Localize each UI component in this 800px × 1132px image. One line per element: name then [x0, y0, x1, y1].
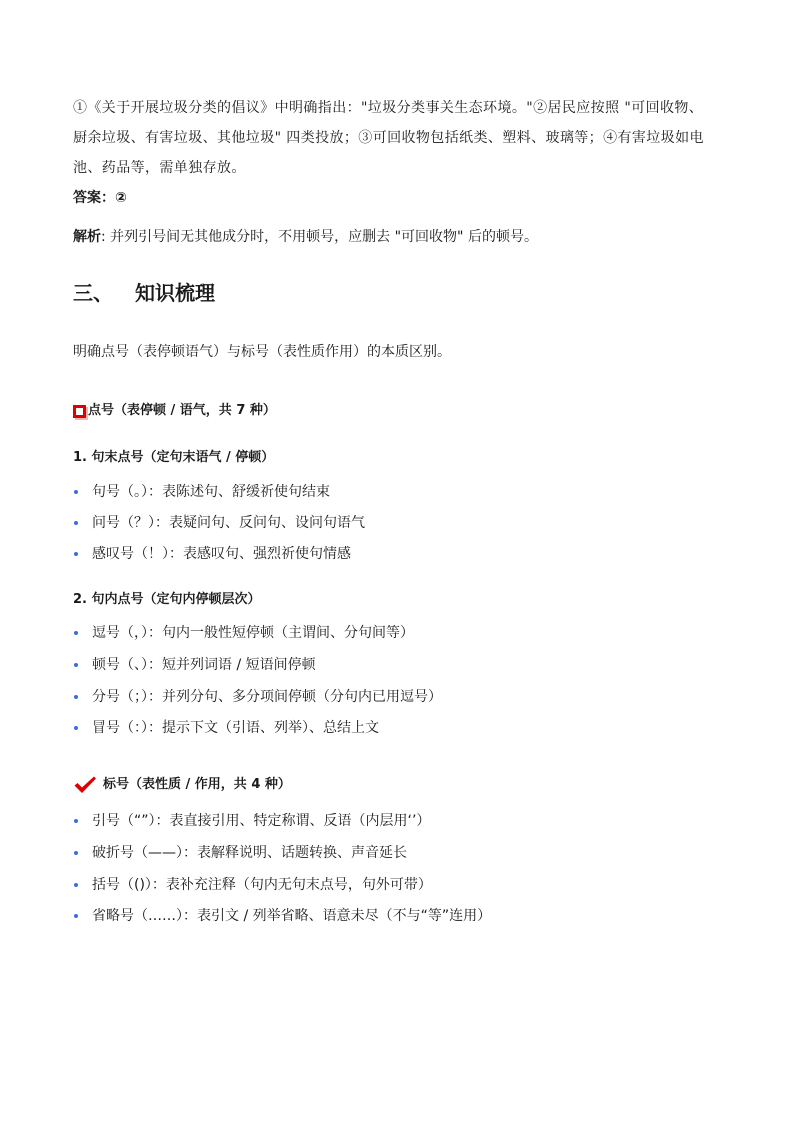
analysis-label: 解析 — [73, 229, 101, 245]
bullet-icon — [74, 521, 78, 525]
answer-line — [73, 186, 127, 210]
list-item — [73, 905, 491, 927]
red-check-icon — [73, 775, 97, 795]
list-item-text: 逗号（，）：句内一般性短停顿（主谓间、分句间等） — [92, 625, 414, 641]
list-item-text: 感叹号（！）：表感叹句、强烈祈使句情感 — [92, 546, 351, 562]
section-number: 三、 — [73, 281, 113, 305]
biaohao-title: 标号（表性质 / 作用，共 4 种） — [103, 777, 291, 792]
list-item-text: 冒号（：）：提示下文（引语、列举）、总结上文 — [92, 720, 379, 736]
bullet-icon — [74, 490, 78, 494]
list-item-text: 句号（。）：表陈述句、舒缓祈使句结束 — [92, 484, 330, 500]
list-item — [73, 717, 379, 739]
list-item — [73, 842, 407, 864]
list-item — [73, 874, 432, 896]
dianhao-heading — [73, 400, 276, 422]
list-item — [73, 686, 442, 708]
list-item-text: 括号（()）：表补充注释（句内无句末点号，句外可带） — [92, 877, 432, 893]
list-item — [73, 810, 430, 832]
bullet-icon — [74, 726, 78, 730]
list-item-text: 分号（；）：并列分句、多分项间停顿（分句内已用逗号） — [92, 689, 442, 705]
section-heading — [73, 278, 215, 308]
intro-text: 明确点号（表停顿语气）与标号（表性质作用）的本质区别。 — [73, 344, 451, 360]
bullet-icon — [74, 883, 78, 887]
question-line: 厨余垃圾、有害垃圾、其他垃圾" 四类投放；③可回收物包括纸类、塑料、玻璃等；④有害垃圾如电 — [73, 130, 704, 146]
list-item — [73, 654, 316, 676]
bullet-icon — [74, 851, 78, 855]
bullet-icon — [74, 695, 78, 699]
list-item — [73, 512, 365, 534]
bullet-icon — [74, 631, 78, 635]
bullet-icon — [74, 552, 78, 556]
section-title: 知识梳理 — [135, 281, 215, 305]
bullet-icon — [74, 819, 78, 823]
dianhao-title: 点号（表停顿 / 语气，共 7 种） — [88, 403, 276, 418]
list-item-text: 顿号（、）：短并列词语 / 短语间停顿 — [92, 657, 316, 673]
answer-value: ② — [115, 190, 127, 206]
question-line: 池、药品等，需单独存放。 — [73, 160, 246, 176]
list-item-text: 破折号（——）：表解释说明、话题转换、声音延长 — [92, 845, 407, 861]
list-item — [73, 481, 330, 503]
list-item — [73, 543, 351, 565]
bullet-icon — [74, 663, 78, 667]
analysis-line — [73, 225, 538, 249]
red-square-icon — [73, 405, 86, 418]
list-item-text: 省略号（……）：表引文 / 列举省略、语意未尽（不与“等”连用） — [92, 908, 492, 924]
sub-heading: 2. 句内点号（定句内停顿层次） — [73, 592, 261, 607]
list-item-text: 问号（？）：表疑问句、反问句、设问句语气 — [92, 515, 365, 531]
list-item-text: 引号（“”）：表直接引用、特定称谓、反语（内层用‘’） — [92, 813, 431, 829]
sub-heading: 1. 句末点号（定句末语气 / 停顿） — [73, 450, 275, 465]
list-item — [73, 622, 414, 644]
question-text — [73, 93, 733, 183]
bullet-icon — [74, 914, 78, 918]
question-line: ①《关于开展垃圾分类的倡议》中明确指出："垃圾分类事关生态环境。"②居民应按照 "可回收物、 — [73, 100, 704, 116]
analysis-text: : 并列引号间无其他成分时，不用顿号，应删去 "可回收物" 后的顿号。 — [101, 229, 538, 245]
answer-label: 答案： — [73, 190, 115, 206]
biaohao-heading — [73, 774, 291, 796]
